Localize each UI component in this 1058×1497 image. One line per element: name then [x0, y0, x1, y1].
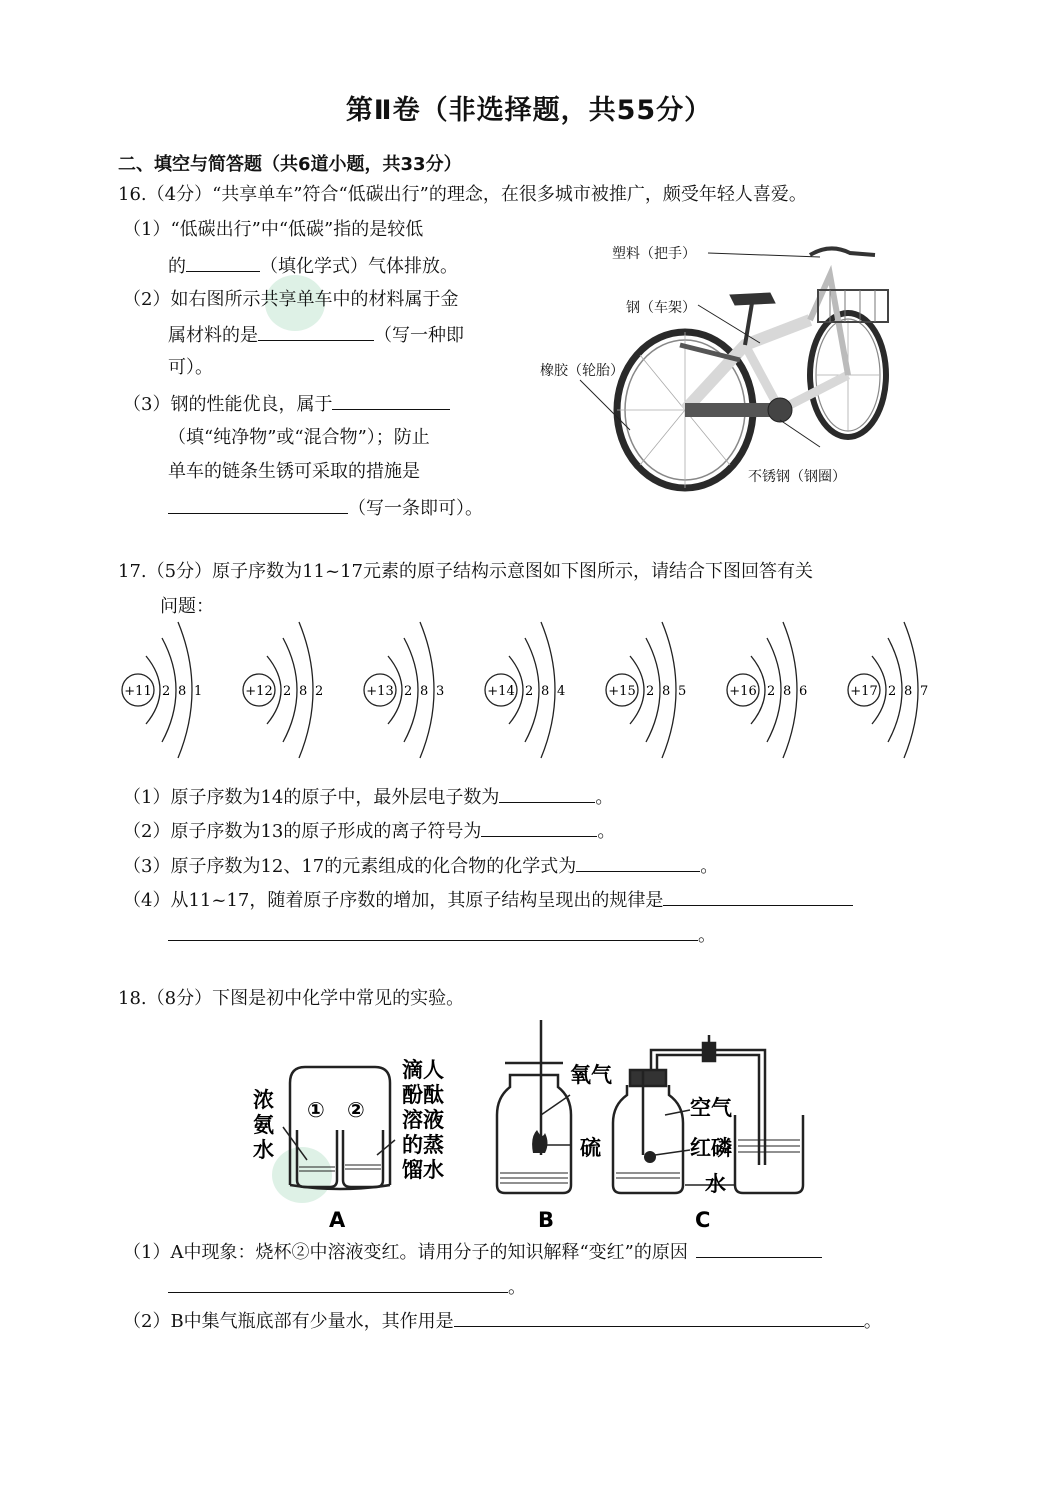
- label-c: C: [695, 1208, 711, 1232]
- q16-part2-suffix: （写一种即: [374, 325, 464, 346]
- shell-electron-count: 3: [436, 684, 445, 699]
- apparatus-b: [497, 1020, 571, 1193]
- q16-part3-prefix: （3）钢的性能优良，属于: [123, 394, 333, 415]
- label-a-left3: 水: [253, 1138, 274, 1162]
- shell-electron-count: 7: [920, 684, 929, 699]
- q16-part3-line3: 单车的链条生锈可采取的措施是: [168, 461, 420, 482]
- q16-part3-suffix: （写一条即可）。: [348, 498, 483, 519]
- bicycle-icon: [617, 248, 888, 488]
- q17-part1: [123, 784, 613, 810]
- q16-part1-suffix: （填化学式）气体排放。: [260, 256, 458, 277]
- label-a-right4: [402, 1133, 444, 1157]
- atom-diagram: [364, 622, 444, 758]
- answer-blank[interactable]: [663, 887, 853, 906]
- shell-electron-count: 2: [315, 684, 324, 699]
- q17-part3-text: （3）原子序数为12、17的元素组成的化合物的化学式为: [123, 856, 577, 877]
- label-a-right-char: 酞: [423, 1083, 444, 1107]
- period: 。: [595, 787, 614, 808]
- atom-diagram: [485, 622, 565, 758]
- label-beaker-2: ②: [347, 1098, 365, 1122]
- shell-electron-count: 2: [646, 684, 655, 699]
- period: 。: [508, 1277, 526, 1298]
- section-heading: 二、填空与简答题（共6道小题，共33分）: [118, 154, 462, 175]
- label-a-right-char: 液: [423, 1108, 444, 1132]
- label-a-right-char: 馏: [402, 1158, 423, 1182]
- shell-electron-count: 8: [904, 684, 913, 699]
- shell-electron-count: 2: [404, 684, 413, 699]
- q16-part2-prefix: 属材料的是: [168, 325, 258, 346]
- label-a-right-char: 滴: [402, 1058, 423, 1082]
- nucleus-charge: +13: [366, 684, 394, 699]
- label-a-right2: [402, 1083, 444, 1107]
- label-air: 空气: [690, 1096, 732, 1120]
- q18-part1: [123, 1239, 822, 1265]
- q16-part3-line2: （填“纯净物”或“混合物”）；防止: [168, 427, 430, 448]
- q17-part3: [123, 853, 718, 879]
- q18-part1-text: （1）A中现象：烧杯②中溶液变红。请用分子的知识解释“变红”的原因: [123, 1242, 688, 1263]
- label-a-right-char: 的: [402, 1133, 423, 1157]
- shell-electron-count: 5: [678, 684, 687, 699]
- atom-diagrams: [110, 620, 950, 760]
- q17-part4-line2: [168, 922, 716, 948]
- nucleus-charge: +14: [487, 684, 515, 699]
- atom-diagram: [606, 622, 686, 758]
- label-a-right-char: 水: [423, 1158, 444, 1182]
- q18-stem: 18.（8分）下图是初中化学中常见的实验。: [118, 988, 465, 1009]
- label-rim: 不锈钢（钢圈）: [748, 469, 846, 485]
- label-a-right3: [402, 1108, 444, 1132]
- label-oxygen: 氧气: [570, 1063, 612, 1087]
- atom-diagram: [848, 622, 928, 758]
- answer-blank[interactable]: [454, 1308, 864, 1327]
- nucleus-charge: +16: [729, 684, 757, 699]
- label-a-right1: [402, 1058, 444, 1082]
- shell-electron-count: 8: [541, 684, 550, 699]
- label-sulfur: 硫: [580, 1136, 601, 1160]
- shell-electron-count: 2: [767, 684, 776, 699]
- label-a-right-char: 蒸: [423, 1133, 444, 1157]
- q17-part2-text: （2）原子序数为13的原子形成的离子符号为: [123, 821, 482, 842]
- shell-electron-count: 2: [525, 684, 534, 699]
- label-a: A: [329, 1208, 346, 1232]
- q18-part2-text: （2）B中集气瓶底部有少量水，其作用是: [123, 1311, 454, 1332]
- q16-part1-line1: （1）“低碳出行”中“低碳”指的是较低: [123, 219, 424, 240]
- q16-part1-line2: [168, 253, 458, 279]
- answer-blank[interactable]: [696, 1239, 822, 1258]
- q18-part2: [123, 1308, 882, 1334]
- shell-electron-count: 8: [662, 684, 671, 699]
- label-a-right-char: 酚: [402, 1083, 423, 1107]
- shell-electron-count: 2: [888, 684, 897, 699]
- shell-electron-count: 8: [783, 684, 792, 699]
- q17-stem-line2: 问题：: [160, 596, 214, 617]
- label-beaker-1: ①: [307, 1098, 325, 1122]
- label-a-left2: 氨: [253, 1113, 274, 1137]
- period: 。: [863, 1311, 882, 1332]
- apparatus-a: [283, 1067, 395, 1189]
- shell-electron-count: 4: [557, 684, 566, 699]
- q16-part2-line2: [168, 322, 464, 348]
- label-tire: 橡胶（轮胎）: [540, 363, 624, 379]
- q16-part3-line1: [123, 391, 450, 417]
- q17-part2: [123, 818, 615, 844]
- label-a-left1: 浓: [253, 1088, 274, 1112]
- label-handle: 塑料（把手）: [612, 246, 696, 262]
- shell-electron-count: 8: [420, 684, 429, 699]
- nucleus-charge: +17: [850, 684, 878, 699]
- nucleus-charge: +12: [245, 684, 273, 699]
- q16-part2-line3: 可）。: [168, 357, 213, 378]
- shell-electron-count: 2: [162, 684, 171, 699]
- label-a-right-char: 人: [423, 1058, 444, 1082]
- answer-blank[interactable]: [481, 818, 597, 837]
- q16-part1-prefix: 的: [168, 256, 186, 277]
- red-phosphorus-icon: [644, 1151, 656, 1163]
- answer-blank[interactable]: [332, 391, 450, 410]
- label-a-right5: [402, 1158, 444, 1182]
- experiment-figure: [245, 1015, 825, 1235]
- nucleus-charge: +11: [124, 684, 152, 699]
- q16-part2-line1: （2）如右图所示共享单车中的材料属于金: [123, 289, 459, 310]
- q16-part3-line4: [168, 495, 483, 521]
- label-b: B: [538, 1208, 555, 1232]
- answer-blank[interactable]: [258, 322, 374, 341]
- label-water: 水: [705, 1172, 726, 1196]
- q17-stem-line1: 17.（5分）原子序数为11~17元素的原子结构示意图如下图所示，请结合下图回答有关: [118, 561, 813, 582]
- page-title: 第Ⅱ卷（非选择题，共55分）: [345, 95, 713, 126]
- atom-diagram: [727, 622, 807, 758]
- shell-electron-count: 1: [194, 684, 203, 699]
- q17-part1-text: （1）原子序数为14的原子中，最外层电子数为: [123, 787, 500, 808]
- answer-blank[interactable]: [168, 1274, 508, 1293]
- shell-electron-count: 8: [178, 684, 187, 699]
- label-red-phosphorus: 红磷: [690, 1136, 732, 1160]
- shell-electron-count: 2: [283, 684, 292, 699]
- period: 。: [700, 856, 719, 877]
- period: 。: [698, 925, 716, 946]
- shell-electron-count: 8: [299, 684, 308, 699]
- shell-electron-count: 6: [799, 684, 808, 699]
- answer-blank[interactable]: [576, 853, 700, 872]
- q17-part4-text: （4）从11~17，随着原子序数的增加，其原子结构呈现出的规律是: [123, 890, 664, 911]
- q16-stem: 16.（4分）“共享单车”符合“低碳出行”的理念，在很多城市被推广，颇受年轻人喜爱。: [118, 184, 807, 205]
- q17-part4: [123, 887, 853, 913]
- answer-blank[interactable]: [168, 922, 698, 941]
- answer-blank[interactable]: [499, 784, 595, 803]
- q18-part1-line2: [168, 1274, 526, 1300]
- nucleus-charge: +15: [608, 684, 636, 699]
- period: 。: [597, 821, 616, 842]
- answer-blank[interactable]: [168, 495, 348, 514]
- answer-blank[interactable]: [186, 253, 260, 272]
- atom-diagram: [243, 622, 323, 758]
- label-a-right-char: 溶: [402, 1108, 423, 1132]
- label-frame: 钢（车架）: [626, 300, 696, 316]
- atom-diagram: [122, 622, 202, 758]
